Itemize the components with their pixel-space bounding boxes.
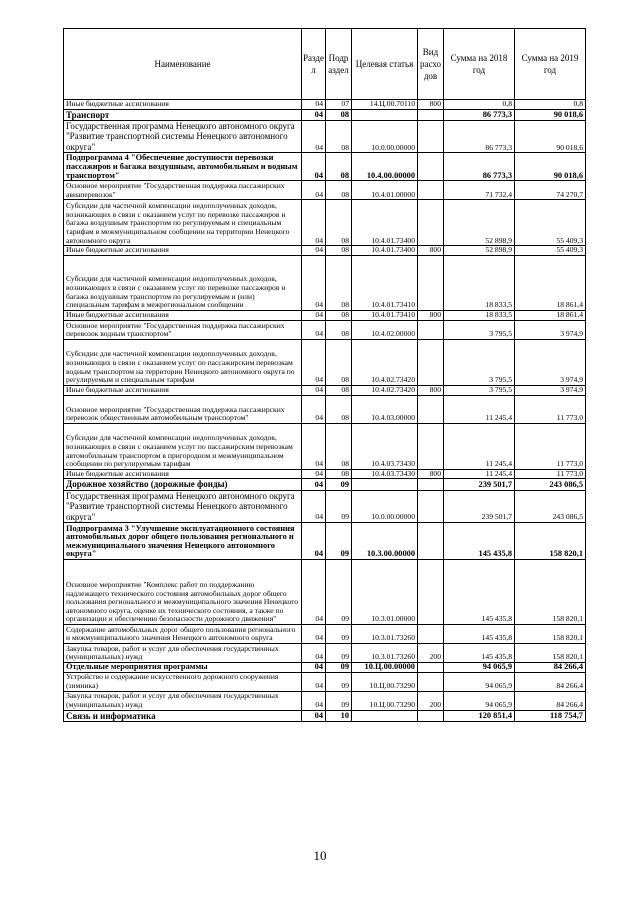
table-row [64,310,586,320]
row-razdel-cell: 04 [302,255,326,310]
row-expense-type-cell: 800 [418,310,444,320]
row-expense-type-cell [418,672,444,691]
page-number: 10 [313,848,327,863]
table-row [64,625,586,644]
row-podrazdel-cell: 09 [326,490,352,522]
row-podrazdel-cell: 08 [326,320,352,339]
row-razdel-cell: 04 [302,523,326,560]
row-razdel-cell: 04 [302,100,326,110]
table-row [64,181,586,200]
header-sum-2019: Сумма на 2019 год [515,29,586,100]
row-target-article-cell [352,710,418,721]
header-expense-type: Вид расхо дов [418,29,444,100]
table-body [64,100,586,722]
row-razdel-cell: 04 [302,663,326,673]
row-name-cell: Связь и информатика [64,710,302,721]
row-name-cell: Субсидии для частичной компенсации недополученных доходов, возникающих в связи с оказанием услуг по перевозке пассажиров и багажа воздушным транспортом по регулируемым и (или) специальным тарифам в межрегиональном сообщении [64,255,302,310]
row-sum-2018-cell: 145 435,8 [444,560,515,625]
row-name-cell: Отдельные мероприятия программы [64,663,302,673]
row-name-cell: Подпрограмма 4 "Обеспечение доступности перевозки пассажиров и багажа воздушным, автомобильным и водным транспортом" [64,153,302,181]
row-sum-2018-cell: 145 435,8 [444,523,515,560]
row-expense-type-cell [418,121,444,153]
row-razdel-cell: 04 [302,560,326,625]
row-name-cell: Основное мероприятие "Государственная поддержка пассажирских перевозок водным транспортом" [64,320,302,339]
row-name-cell: Субсидии для частичной компенсации недополученных доходов, возникающих в связи с оказанием услуг по пассажирским перевозкам автомобильным транспортом в пригородном и межмуниципальном сообщении по регулируемым тарифам [64,423,302,469]
row-sum-2019-cell: 158 820,1 [515,644,586,663]
row-target-article-cell: 10.4.03.73430 [352,423,418,469]
row-sum-2018-cell: 3 795,5 [444,320,515,339]
row-sum-2019-cell: 84 266,4 [515,672,586,691]
row-name-cell: Субсидии для частичной компенсации недополученных доходов, возникающих в связи с оказанием услуг по пассажирским перевозкам водным транспортом на территории Ненецкого автономного округа по регулируемым и специальным тарифам [64,339,302,385]
row-sum-2018-cell: 94 065,9 [444,672,515,691]
row-razdel-cell: 04 [302,423,326,469]
row-podrazdel-cell: 09 [326,479,352,490]
row-podrazdel-cell: 08 [326,255,352,310]
row-expense-type-cell [418,663,444,673]
row-sum-2018-cell: 3 795,5 [444,385,515,395]
header-razdel: Разде л [302,29,326,100]
row-expense-type-cell [418,560,444,625]
row-sum-2019-cell: 11 773,0 [515,423,586,469]
row-expense-type-cell [418,490,444,522]
row-podrazdel-cell: 09 [326,644,352,663]
row-sum-2018-cell: 86 773,3 [444,153,515,181]
table-row [64,644,586,663]
row-expense-type-cell: 800 [418,100,444,110]
row-podrazdel-cell: 08 [326,109,352,120]
row-sum-2018-cell: 52 898,9 [444,246,515,256]
row-razdel-cell: 04 [302,644,326,663]
table-row [64,153,586,181]
row-razdel-cell: 04 [302,395,326,423]
row-razdel-cell: 04 [302,310,326,320]
row-podrazdel-cell: 09 [326,523,352,560]
row-expense-type-cell [418,109,444,120]
row-name-cell: Основное мероприятие "Государственная поддержка пассажирских перевозок общественным автомобильным транспортом" [64,395,302,423]
row-sum-2019-cell: 90 018,6 [515,153,586,181]
row-name-cell: Закупка товаров, работ и услуг для обеспечения государственных (муниципальных) нужд [64,691,302,710]
table-row [64,385,586,395]
row-razdel-cell: 04 [302,469,326,479]
header-podrazdel: Подр аздел [326,29,352,100]
row-sum-2018-cell: 86 773,3 [444,121,515,153]
row-sum-2018-cell: 239 501,7 [444,479,515,490]
row-razdel-cell: 04 [302,121,326,153]
row-expense-type-cell [418,395,444,423]
row-sum-2018-cell: 120 851,4 [444,710,515,721]
row-podrazdel-cell: 08 [326,246,352,256]
row-sum-2019-cell: 74 270,7 [515,181,586,200]
row-sum-2018-cell: 52 898,9 [444,200,515,246]
row-target-article-cell: 10.4.01.73400 [352,200,418,246]
row-sum-2018-cell: 71 732,4 [444,181,515,200]
row-sum-2019-cell: 158 820,1 [515,523,586,560]
row-razdel-cell: 04 [302,153,326,181]
row-sum-2019-cell: 18 861,4 [515,255,586,310]
row-expense-type-cell [418,423,444,469]
row-name-cell: Иные бюджетные ассигнования [64,100,302,110]
row-target-article-cell [352,109,418,120]
row-razdel-cell: 04 [302,385,326,395]
row-sum-2019-cell: 11 773,0 [515,395,586,423]
row-name-cell: Основное мероприятие "Государственная поддержка пассажирских авиаперевозок" [64,181,302,200]
row-expense-type-cell [418,479,444,490]
row-sum-2018-cell: 94 065,9 [444,663,515,673]
row-sum-2019-cell: 3 974,9 [515,385,586,395]
row-sum-2019-cell: 90 018,6 [515,121,586,153]
table-row [64,710,586,721]
row-target-article-cell: 10.3.01.00000 [352,560,418,625]
row-razdel-cell: 04 [302,625,326,644]
row-sum-2018-cell: 0,8 [444,100,515,110]
row-podrazdel-cell: 08 [326,339,352,385]
row-expense-type-cell [418,625,444,644]
row-sum-2019-cell: 158 820,1 [515,625,586,644]
row-name-cell: Иные бюджетные ассигнования [64,385,302,395]
row-target-article-cell: 10.3.01.73260 [352,625,418,644]
table-row [64,663,586,673]
row-target-article-cell: 10.4.02.73420 [352,339,418,385]
row-razdel-cell: 04 [302,691,326,710]
row-razdel-cell: 04 [302,181,326,200]
row-name-cell: Иные бюджетные ассигнования [64,310,302,320]
row-sum-2019-cell: 243 086,5 [515,490,586,522]
row-razdel-cell: 04 [302,479,326,490]
row-name-cell: Дорожное хозяйство (дорожные фонды) [64,479,302,490]
row-expense-type-cell [418,153,444,181]
table-row [64,121,586,153]
row-podrazdel-cell: 09 [326,560,352,625]
row-sum-2019-cell: 55 409,3 [515,246,586,256]
table-row [64,672,586,691]
row-podrazdel-cell: 08 [326,121,352,153]
table-row [64,109,586,120]
row-sum-2019-cell: 18 861,4 [515,310,586,320]
row-expense-type-cell: 200 [418,644,444,663]
row-sum-2019-cell: 11 773,0 [515,469,586,479]
table-row [64,320,586,339]
row-sum-2018-cell: 11 245,4 [444,423,515,469]
row-podrazdel-cell: 08 [326,200,352,246]
row-target-article-cell: 14.Ц.00.70110 [352,100,418,110]
row-expense-type-cell: 800 [418,246,444,256]
row-podrazdel-cell: 08 [326,469,352,479]
row-target-article-cell: 10.Ц.00.73290 [352,672,418,691]
row-podrazdel-cell: 08 [326,385,352,395]
row-sum-2019-cell: 0,8 [515,100,586,110]
row-target-article-cell: 10.4.01.73400 [352,246,418,256]
row-expense-type-cell [418,710,444,721]
row-podrazdel-cell: 08 [326,395,352,423]
row-sum-2019-cell: 90 018,6 [515,109,586,120]
row-expense-type-cell [418,523,444,560]
table-row [64,523,586,560]
row-target-article-cell: 10.4.01.73410 [352,255,418,310]
row-expense-type-cell: 200 [418,691,444,710]
row-sum-2018-cell: 11 245,4 [444,395,515,423]
row-name-cell: Устройство и содержание искусственного дорожного сооружения (зимника) [64,672,302,691]
row-sum-2019-cell: 84 266,4 [515,691,586,710]
table-row [64,469,586,479]
row-name-cell: Государственная программа Ненецкого автономного округа "Развитие транспортной системы Ненецкого автономного округа" [64,490,302,522]
table-row [64,339,586,385]
table-row [64,395,586,423]
row-podrazdel-cell: 09 [326,691,352,710]
row-sum-2019-cell: 158 820,1 [515,560,586,625]
row-razdel-cell: 04 [302,200,326,246]
row-target-article-cell: 10.4.02.00000 [352,320,418,339]
row-target-article-cell: 10.4.01.00000 [352,181,418,200]
row-target-article-cell: 10.4.02.73420 [352,385,418,395]
row-sum-2019-cell: 84 266,4 [515,663,586,673]
header-target-article: Целевая статья [352,29,418,100]
row-razdel-cell: 04 [302,672,326,691]
row-sum-2018-cell: 86 773,3 [444,109,515,120]
row-target-article-cell: 10.4.00.00000 [352,153,418,181]
row-name-cell: Иные бюджетные ассигнования [64,246,302,256]
row-podrazdel-cell: 09 [326,663,352,673]
row-razdel-cell: 04 [302,246,326,256]
row-sum-2019-cell: 243 086,5 [515,479,586,490]
row-sum-2019-cell: 3 974,9 [515,320,586,339]
table-row [64,200,586,246]
row-sum-2018-cell: 18 833,5 [444,310,515,320]
row-target-article-cell: 10.4.03.73430 [352,469,418,479]
row-target-article-cell: 10.Ц.00.00000 [352,663,418,673]
row-sum-2018-cell: 11 245,4 [444,469,515,479]
row-sum-2019-cell: 3 974,9 [515,339,586,385]
row-name-cell: Подпрограмма 3 "Улучшение эксплуатационного состояния автомобильных дорог общего пользования регионального и межмуниципального значения Ненецкого автономного округа" [64,523,302,560]
table-row [64,560,586,625]
row-podrazdel-cell: 10 [326,710,352,721]
row-sum-2018-cell: 18 833,5 [444,255,515,310]
row-podrazdel-cell: 08 [326,310,352,320]
row-expense-type-cell: 800 [418,385,444,395]
table-row [64,691,586,710]
header-sum-2018: Сумма на 2018 год [444,29,515,100]
row-podrazdel-cell: 08 [326,153,352,181]
row-name-cell: Государственная программа Ненецкого автономного округа "Развитие транспортной системы Ненецкого автономного округа" [64,121,302,153]
row-expense-type-cell [418,200,444,246]
row-target-article-cell [352,479,418,490]
row-target-article-cell: 10.3.01.73260 [352,644,418,663]
row-podrazdel-cell: 07 [326,100,352,110]
table-row [64,423,586,469]
row-razdel-cell: 04 [302,109,326,120]
row-razdel-cell: 04 [302,490,326,522]
row-target-article-cell: 10.3.00.00000 [352,523,418,560]
row-sum-2018-cell: 145 435,8 [444,625,515,644]
row-expense-type-cell [418,181,444,200]
row-expense-type-cell: 800 [418,469,444,479]
table-row [64,100,586,110]
row-podrazdel-cell: 09 [326,625,352,644]
row-expense-type-cell [418,255,444,310]
header-name: Наименование [64,29,302,100]
row-sum-2018-cell: 145 435,8 [444,644,515,663]
table-row [64,255,586,310]
budget-table [63,28,586,722]
row-target-article-cell: 10.0.00.00000 [352,490,418,522]
table-row [64,490,586,522]
row-podrazdel-cell: 09 [326,672,352,691]
row-razdel-cell: 04 [302,320,326,339]
row-target-article-cell: 10.0.00.00000 [352,121,418,153]
row-razdel-cell: 04 [302,339,326,385]
row-name-cell: Субсидии для частичной компенсации недополученных доходов, возникающих в связи с оказанием услуг по перевозке пассажиров и багажа воздушным транспортом по регулируемым и специальным тарифам в межмуниципальном сообщении на территории Ненецкого автономного округа [64,200,302,246]
row-sum-2018-cell: 3 795,5 [444,339,515,385]
row-sum-2019-cell: 55 409,3 [515,200,586,246]
row-target-article-cell: 10.4.01.73410 [352,310,418,320]
row-name-cell: Транспорт [64,109,302,120]
row-name-cell: Основное мероприятие "Комплекс работ по поддержанию надлежащего технического состояния автомобильных дорог общего пользования регионального и межмуниципального значения Ненецкого автономного округа, оценке их технического состояния, а также по организации и обеспечению безопасности дорожного движения" [64,560,302,625]
row-razdel-cell: 04 [302,710,326,721]
row-target-article-cell: 10.4.03.00000 [352,395,418,423]
row-name-cell: Иные бюджетные ассигнования [64,469,302,479]
row-podrazdel-cell: 08 [326,181,352,200]
row-podrazdel-cell: 08 [326,423,352,469]
row-target-article-cell: 10.Ц.00.73290 [352,691,418,710]
row-expense-type-cell [418,339,444,385]
table-row [64,246,586,256]
row-name-cell: Содержание автомобильных дорог общего пользования регионального и межмуниципального значения Ненецкого автономного округа [64,625,302,644]
row-sum-2018-cell: 239 501,7 [444,490,515,522]
row-sum-2018-cell: 94 065,9 [444,691,515,710]
table-header-row [64,29,586,100]
table-row [64,479,586,490]
row-expense-type-cell [418,320,444,339]
row-name-cell: Закупка товаров, работ и услуг для обеспечения государственных (муниципальных) нужд [64,644,302,663]
row-sum-2019-cell: 118 754,7 [515,710,586,721]
